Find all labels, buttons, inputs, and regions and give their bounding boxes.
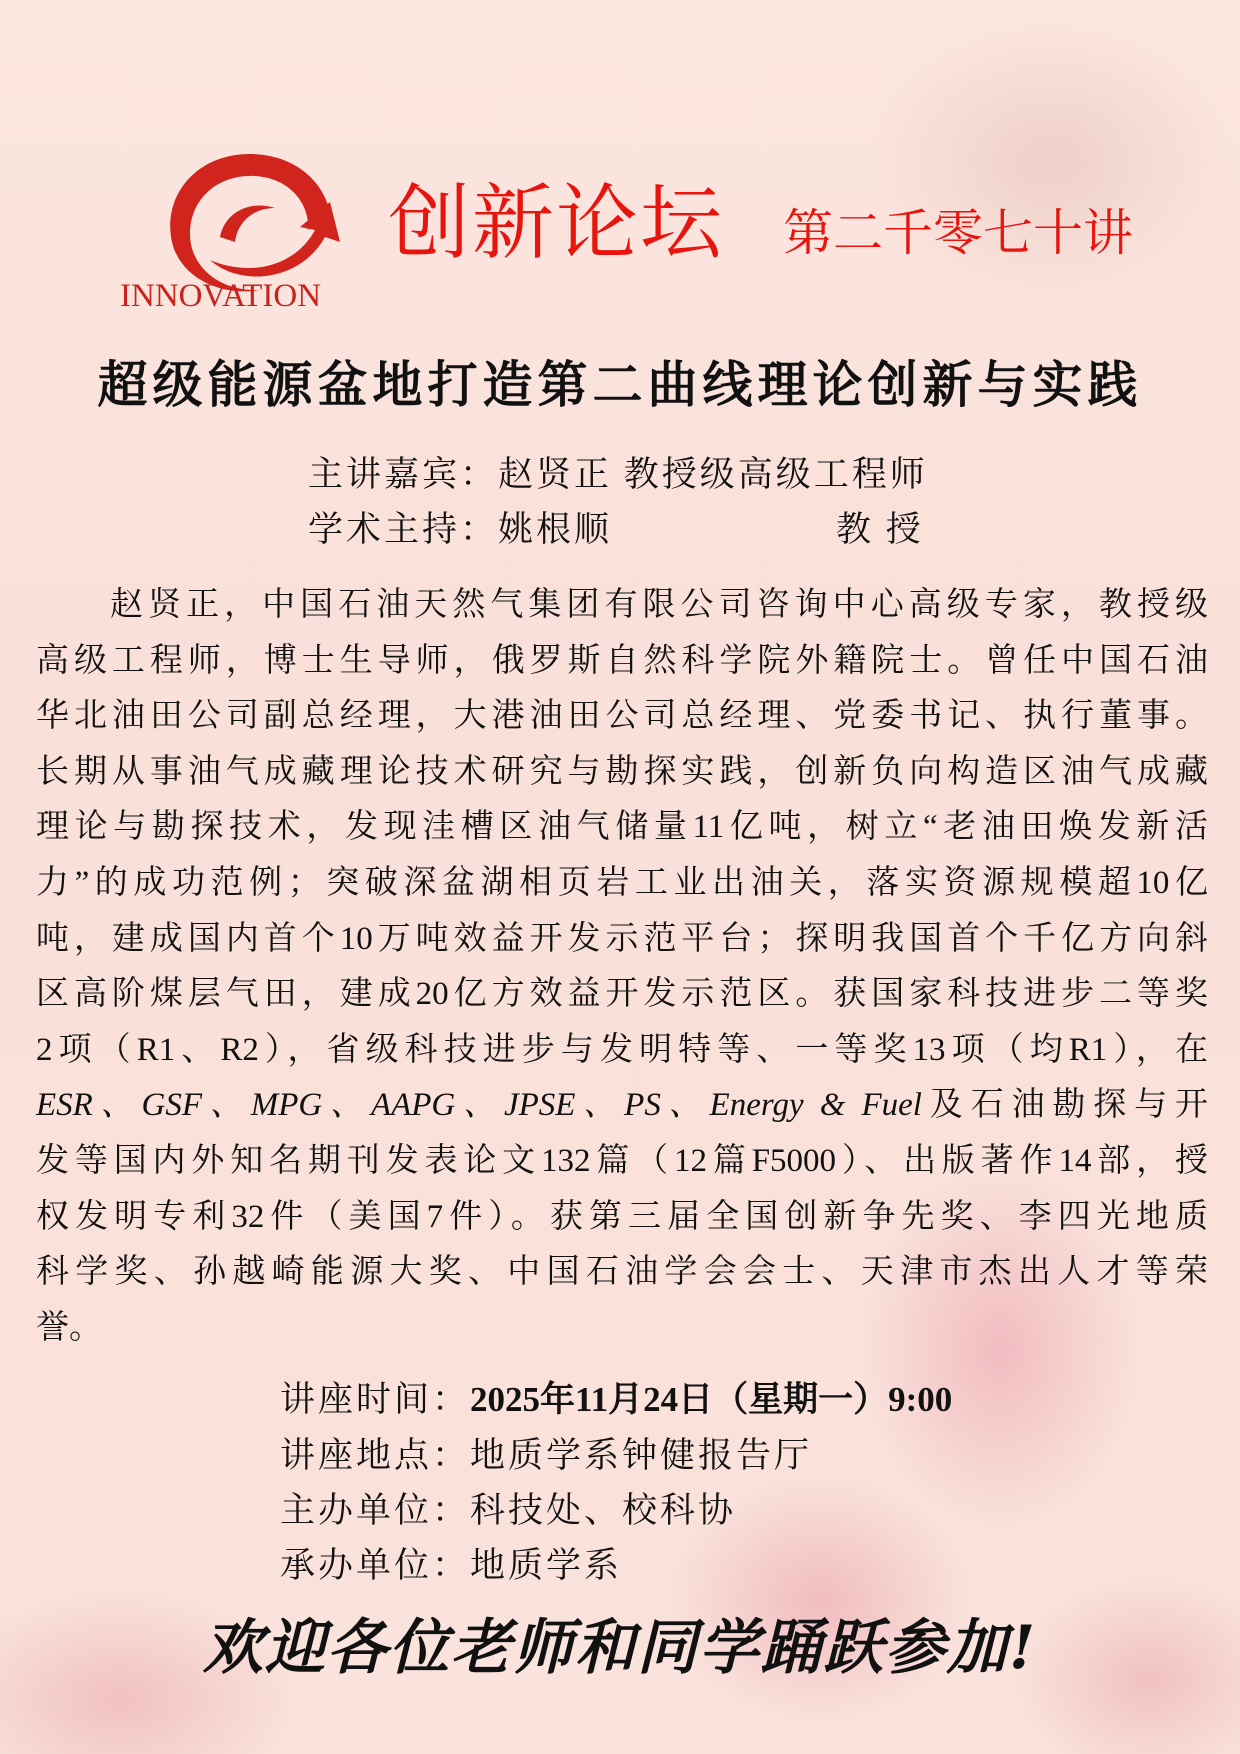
host-label: 学术主持：: [308, 510, 499, 549]
info-value: 地质学系: [470, 1546, 623, 1585]
info-label: 承办单位：: [280, 1546, 471, 1585]
host-role: 教 授: [836, 510, 924, 549]
bio-line: 发等国内外知名期刊发表论文132篇（12篇F5000）、出版著作14部，授: [36, 1142, 1208, 1179]
info-label: 主办单位：: [280, 1491, 471, 1530]
info-label: 讲座时间：: [280, 1380, 471, 1419]
bio-line: 理论与勘探技术，发现洼槽区油气储量11亿吨，树立“老油田焕发新活: [36, 809, 1208, 846]
info-label: 讲座地点：: [280, 1436, 471, 1475]
speaker-label: 主讲嘉宾：: [308, 455, 499, 494]
host-line: [308, 502, 924, 552]
bio-line: 华北油田公司副总经理，大港油田公司总经理、党委书记、执行董事。: [36, 698, 1208, 735]
info-organizer: [280, 1483, 736, 1533]
bio-line: 吨，建成国内首个10万吨效益开发示范平台；探明我国首个千亿方向斜: [36, 920, 1208, 957]
bio-line: 2项（R1、R2），省级科技进步与发明特等、一等奖13项（均R1），在: [36, 1031, 1208, 1068]
speaker-line: [308, 447, 928, 497]
info-value: 2025年11月24日（星期一）9:00: [470, 1380, 953, 1419]
welcome-message: 欢迎各位老师和同学踊跃参加!: [202, 1613, 1038, 1683]
bio-line: 誉。: [36, 1309, 102, 1346]
host-name: 姚根顺: [498, 510, 613, 549]
info-venue: [280, 1428, 812, 1478]
info-value: 科技处、校科协: [470, 1491, 737, 1530]
bio-line: 力”的成功范例；突破深盆湖相页岩工业出油关，落实资源规模超10亿: [36, 864, 1208, 901]
bio-line: 科学奖、孙越崎能源大奖、中国石油学会会士、天津市杰出人才等荣: [36, 1254, 1208, 1291]
bio-line-rest: 及石油勘探与开: [921, 1087, 1209, 1124]
journal-names: ESR、GSF、MPG、AAPG、JPSE、PS、Energy & Fuel: [36, 1087, 922, 1124]
bio-line: 长期从事油气成藏理论技术研究与勘探实践，创新负向构造区油气成藏: [36, 753, 1208, 790]
info-host: [280, 1538, 622, 1588]
bio-line: 赵贤正，中国石油天然气集团有限公司咨询中心高级专家，教授级: [110, 587, 1208, 623]
speaker-role: 教授级高级工程师: [623, 455, 928, 494]
lecture-number: 第二千零七十讲: [783, 204, 1133, 262]
bio-line: 权发明专利32件（美国7件）。获第三届全国创新争先奖、李四光地质: [36, 1198, 1208, 1235]
speaker-bio: [36, 578, 1208, 1356]
info-value: 地质学系钟健报告厅: [470, 1436, 813, 1475]
bio-line: 区高阶煤层气田，建成20亿方效益开发示范区。获国家科技进步二等奖: [36, 976, 1208, 1013]
forum-title: 创新论坛: [388, 176, 725, 271]
info-time: [280, 1372, 952, 1422]
bio-line-journals: [36, 1078, 1208, 1134]
logo-text: INNOVATION: [120, 278, 322, 314]
speaker-name: 赵贤正: [498, 455, 613, 494]
bio-line: 高级工程师，博士生导师，俄罗斯自然科学院外籍院士。曾任中国石油: [36, 642, 1208, 679]
lecture-title: 超级能源盆地打造第二曲线理论创新与实践: [97, 357, 1143, 413]
